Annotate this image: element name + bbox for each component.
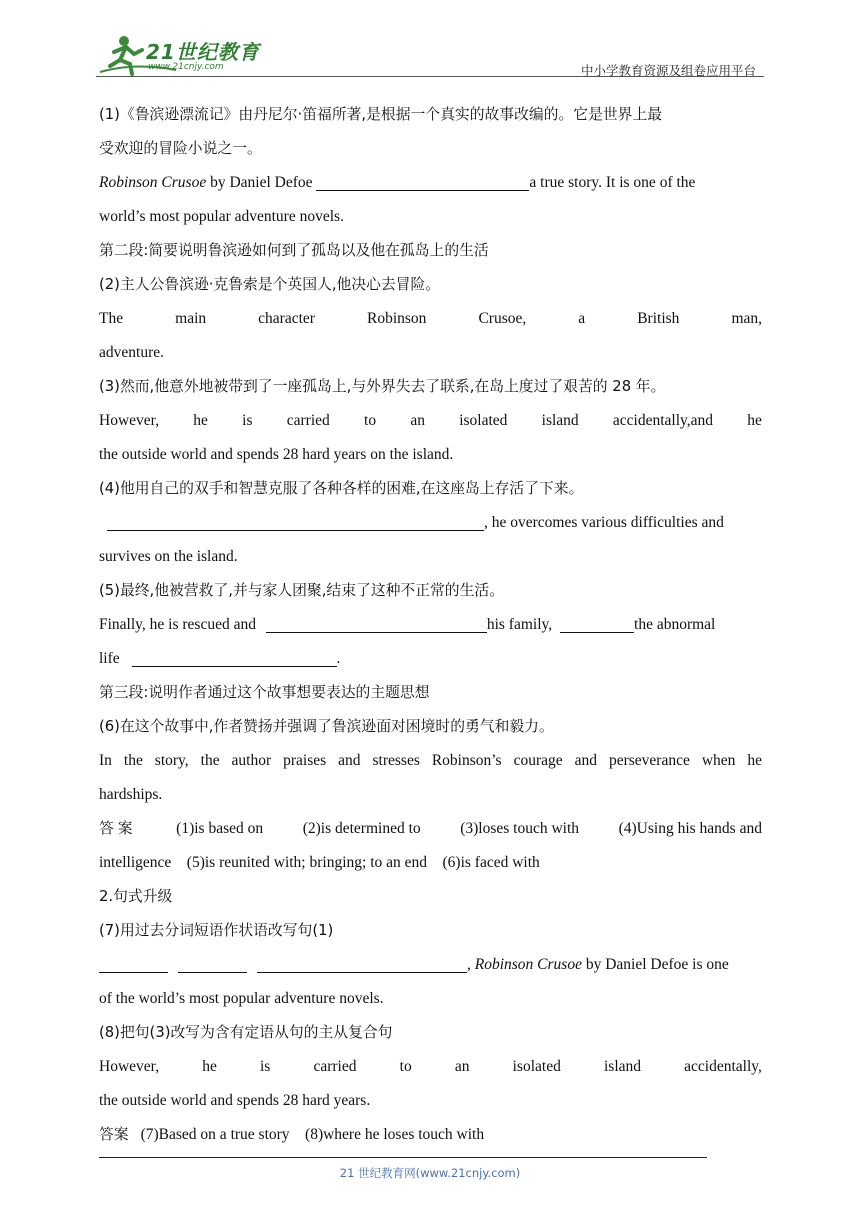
footer-divider (99, 1157, 707, 1158)
q8-chinese: (8)把句(3)改写为含有定语从句的主从复合句 (99, 1024, 393, 1041)
q3-english-line2: the outside world and spends 28 hard years on the island. (99, 446, 454, 463)
q2-chinese: (2)主人公鲁滨逊·克鲁索是个英国人,他决心去冒险。 (99, 276, 441, 293)
platform-name: 中小学教育资源及组卷应用平台 (580, 63, 756, 78)
q4-english-line1: , he overcomes various difficulties and (99, 506, 762, 540)
q5-answer-blank-3[interactable] (132, 646, 337, 667)
logo-title: 21世纪教育 (146, 40, 260, 64)
q6-english-line1: In the story, the author praises and stresses Robinson’s courage and perseverance when he (99, 752, 762, 769)
q3-english-line1: However, he is carried to an isolated island accidentally,and he (99, 412, 762, 429)
q1-english-line1: Robinson Crusoe by Daniel Defoe a true story. It is one of the (99, 166, 762, 200)
answer-block-1-line2: intelligence (5)is reunited with; bringing; to an end (6)is faced with (99, 854, 540, 871)
q8-english-line1: However, he is carried to an isolated island accidentally, (99, 1058, 762, 1075)
section3-heading: 第三段:说明作者通过这个故事想要表达的主题思想 (99, 684, 430, 701)
q6-chinese: (6)在这个故事中,作者赞扬并强调了鲁滨逊面对困境时的勇气和毅力。 (99, 718, 554, 735)
book-title: Robinson Crusoe (99, 174, 207, 191)
answer-block-2: 答案 (7)Based on a true story (8)where he loses touch with (99, 1126, 485, 1143)
q2-english-line2: adventure. (99, 344, 164, 361)
q1-chinese-line1: (1)《鲁滨逊漂流记》由丹尼尔·笛福所著,是根据一个真实的故事改编的。它是世界上最 (99, 106, 663, 123)
q1-chinese-line2: 受欢迎的冒险小说之一。 (99, 140, 262, 157)
q5-answer-blank-1[interactable] (266, 612, 487, 633)
q4-chinese: (4)他用自己的双手和智慧克服了各种各样的困难,在这座岛上存活了下来。 (99, 480, 584, 497)
q6-english-line2: hardships. (99, 786, 163, 803)
site-logo (96, 32, 266, 74)
q1-english-line2: world’s most popular adventure novels. (99, 208, 344, 225)
q7-answer-blank-1[interactable] (99, 952, 168, 973)
section-rewrite-heading: 2.句式升级 (99, 888, 173, 905)
worksheet-body (99, 98, 762, 1152)
q7-english-line1: , Robinson Crusoe by Daniel Defoe is one (99, 948, 762, 982)
header-divider (96, 76, 764, 77)
q2-english-line1: The main character Robinson Crusoe, a British man, (99, 310, 762, 327)
answer-label: 答案 (99, 820, 137, 837)
answer-block-1-line1: 答案 (1)is based on (2)is determined to (3)loses touch with (4)Using his hands and (99, 812, 762, 846)
q5-english-line2: life . (99, 642, 762, 676)
q4-answer-blank[interactable] (107, 510, 484, 531)
q8-english-line2: the outside world and spends 28 hard years. (99, 1092, 371, 1109)
answer-label: 答案 (99, 1126, 129, 1143)
footer-credit: 21 世纪教育网(www.21cnjy.com) (339, 1166, 521, 1180)
q7-chinese: (7)用过去分词短语作状语改写句(1) (99, 922, 334, 939)
logo-url: www.21cnjy.com (148, 62, 224, 72)
q5-english-line1: Finally, he is rescued and his family, the abnormal (99, 608, 762, 642)
q7-english-line2: of the world’s most popular adventure novels. (99, 990, 384, 1007)
q3-chinese: (3)然而,他意外地被带到了一座孤岛上,与外界失去了联系,在岛上度过了艰苦的 28 年。 (99, 378, 666, 395)
section2-heading: 第二段:简要说明鲁滨逊如何到了孤岛以及他在孤岛上的生活 (99, 242, 489, 259)
q7-answer-blank-3[interactable] (257, 952, 467, 973)
q1-answer-blank[interactable] (316, 170, 529, 191)
q5-chinese: (5)最终,他被营救了,并与家人团聚,结束了这种不正常的生活。 (99, 582, 504, 599)
book-title: Robinson Crusoe (474, 956, 582, 973)
q5-answer-blank-2[interactable] (560, 612, 634, 633)
page-header (96, 30, 764, 80)
q4-english-line2: survives on the island. (99, 548, 238, 565)
q7-answer-blank-2[interactable] (178, 952, 247, 973)
